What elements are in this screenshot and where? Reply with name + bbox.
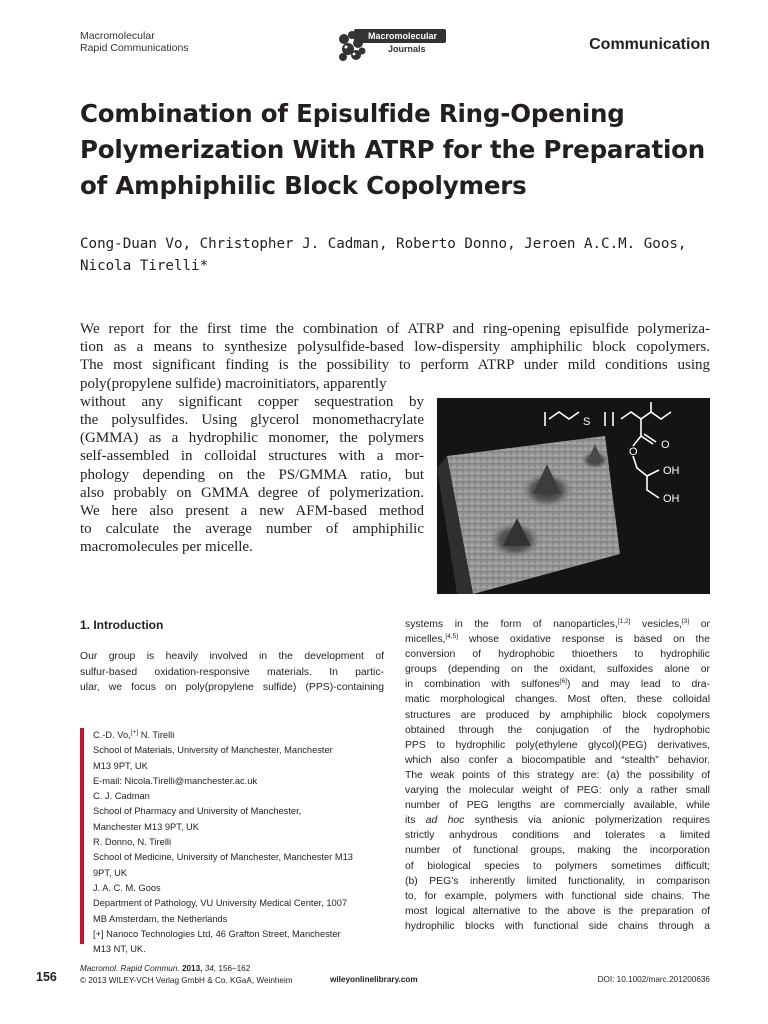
body-line: number of PEG lengths are commercially available, while [405,800,710,812]
body-line: (b) PEG’s inherently limited functionality, in comparison [405,875,710,887]
body-line: obtained through the conjugation of the hydrophobic [405,724,710,736]
body-line: of biological species to polymers sometimes difficult; [405,860,710,872]
body-line: hydrophilic blocks with functional side chains through a [405,920,710,932]
body-line: most logical alternative to the above is the preparation of [405,905,710,917]
affiliations-box [80,728,390,955]
body-line: in combination with sulfones[6]) and may lead to dra- [405,678,710,691]
affil-line: M13 NT, UK. [93,944,146,955]
body-line: conversion of hydrophobic thioethers to hydrophilic [405,649,710,661]
doi[interactable]: DOI: 10.1002/marc.201200636 [597,975,710,984]
abstract-line: (GMMA) as a hydrophilic monomer, the polymers [80,430,424,447]
logo-text-line2: Journals [388,44,426,54]
section-heading: 1. Introduction [80,618,164,632]
journal-citation: Macromol. Rapid Commun. 2013, 34, 156–162 [80,964,251,973]
intro-right-column [405,617,710,934]
page-number: 156 [36,970,57,984]
affil-line: 9PT, UK [93,867,128,878]
body-line: its ad hoc synthesis via anionic polymerization requires [405,815,710,827]
sulfur-label: S [583,416,591,428]
title-line: Polymerization With ATRP for the Preparation [80,135,706,164]
body-line: varying the molecular weight of PEG: only a rather small [405,785,710,797]
body-line: Our group is heavily involved in the development of [80,651,384,662]
body-line: to, for example, polymers with functional side chains. The [405,890,710,902]
abstract-line: poly(propylene sulfide) macroinitiators, apparently [80,375,387,392]
affil-line: School of Medicine, University of Manchester, Manchester M13 [93,852,353,863]
email-line[interactable]: E-mail: Nicola.Tirelli@manchester.ac.uk [93,775,258,786]
hydroxyl-label: OH [663,465,680,477]
abstract-line: self-assembled in colloidal structures with a mor- [80,448,424,465]
body-line: PPS to hydrophilic poly(ethylene glycol)(PEG) derivatives, [405,739,710,751]
title-line: of Amphiphilic Block Copolymers [80,171,527,200]
article-type: Communication [589,36,710,53]
body-line: structures are produced by amphiphilic block copolymers [405,709,710,721]
title-line: Combination of Episulfide Ring-Opening [80,99,625,128]
affil-line: MB Amsterdam, the Netherlands [93,913,228,924]
affil-line: [+] Nanoco Technologies Ltd, 46 Grafton Street, Manchester [93,928,341,939]
affil-line: M13 9PT, UK [93,760,148,771]
logo-text-line1: Macromolecular [368,31,438,41]
body-line: which also confer a biocompatible and “stealth” behavior. [405,754,710,766]
author-list [80,233,720,277]
citation[interactable]: [6] [559,678,567,686]
body-line: ular, we focus on poly(propylene sulfide) (PPS)-containing [80,682,384,694]
affil-line: School of Materials, University of Manchester, Manchester [93,745,333,756]
authors-line: Nicola Tirelli* [80,258,209,274]
citation[interactable]: [3] [681,618,690,625]
body-line: strictly anhydrous conditions and tolerates a limited [405,830,710,842]
affil-line: Manchester M13 9PT, UK [93,821,199,832]
affil-line: C.-D. Vo,[+] N. Tirelli [93,729,175,740]
affil-line: J. A. C. M. Goos [93,882,161,893]
body-line: number of functional groups, making the incorporation [405,845,710,857]
macromolecular-journals-logo [334,27,446,65]
body-line: systems in the form of nanoparticles,[1,2] vesicles,[3] or [405,618,710,630]
copyright: © 2013 WILEY-VCH Verlag GmbH & Co. KGaA, Weinheim [80,976,293,985]
abstract-line: the polysulfides. Using glycerol monomethacrylate [80,412,424,429]
affil-line: Department of Pathology, VU University Medical Center, 1007 [93,898,348,909]
hydroxyl-label: OH [663,493,680,505]
carbonyl-o-label: O [661,439,670,451]
logo-badge [354,29,446,43]
authors-line: Cong-Duan Vo, Christopher J. Cadman, Roberto Donno, Jeroen A.C.M. Goos, [80,236,687,252]
body-line: micelles,[4,5] whose oxidative response is based on the [405,633,710,646]
affil-line: C. J. Cadman [93,791,150,802]
abstract-line: also probably on GMMA degree of polymerization. [80,484,424,501]
abstract-line: tion as a means to synthesize polysulfide-based low-dispersity amphiphilic block copolymers. [80,339,710,356]
affil-line: R. Donno, N. Tirelli [93,837,172,848]
website-link[interactable]: wileyonlinelibrary.com [330,975,418,984]
ester-o-label: O [629,446,638,458]
body-line: matic morphological changes. Most often, these colloidal [405,694,710,706]
abstract-line: macromolecules per micelle. [80,539,253,556]
journal-name-line2: Rapid Communications [80,42,189,54]
abstract-line: We here also present a new AFM-based method [80,503,424,520]
body-line: sulfur-based oxidation-responsive materials. In partic- [80,666,384,678]
citation[interactable]: [4,5] [445,633,459,641]
abstract-line: The most significant finding is the possibility to perform ATRP under mild conditions using [80,357,710,374]
citation-footer [80,963,293,987]
body-line: The weak points of this strategy are: (a) the possibility of [405,769,710,781]
citation[interactable]: [1,2] [617,618,631,625]
body-line: groups (depending on the oxidant, sulfoxides alone or [405,664,710,676]
abstract-line: We report for the first time the combination of ATRP and ring-opening episulfide polymeriza- [80,321,710,337]
afm-surface-image [437,398,710,594]
article-title [80,96,720,204]
toc-graphic [437,398,710,594]
intro-left-column [80,649,384,696]
abstract-line: to calculate the average number of amphiphilic [80,521,424,538]
journal-name-line1: Macromolecular [80,30,155,42]
affil-line: School of Pharmacy and University of Manchester, [93,806,302,817]
abstract-line: phology depending on the PS/GMMA ratio, but [80,466,424,483]
journal-name [80,30,189,54]
abstract-line: without any significant copper sequestration by [80,393,424,410]
